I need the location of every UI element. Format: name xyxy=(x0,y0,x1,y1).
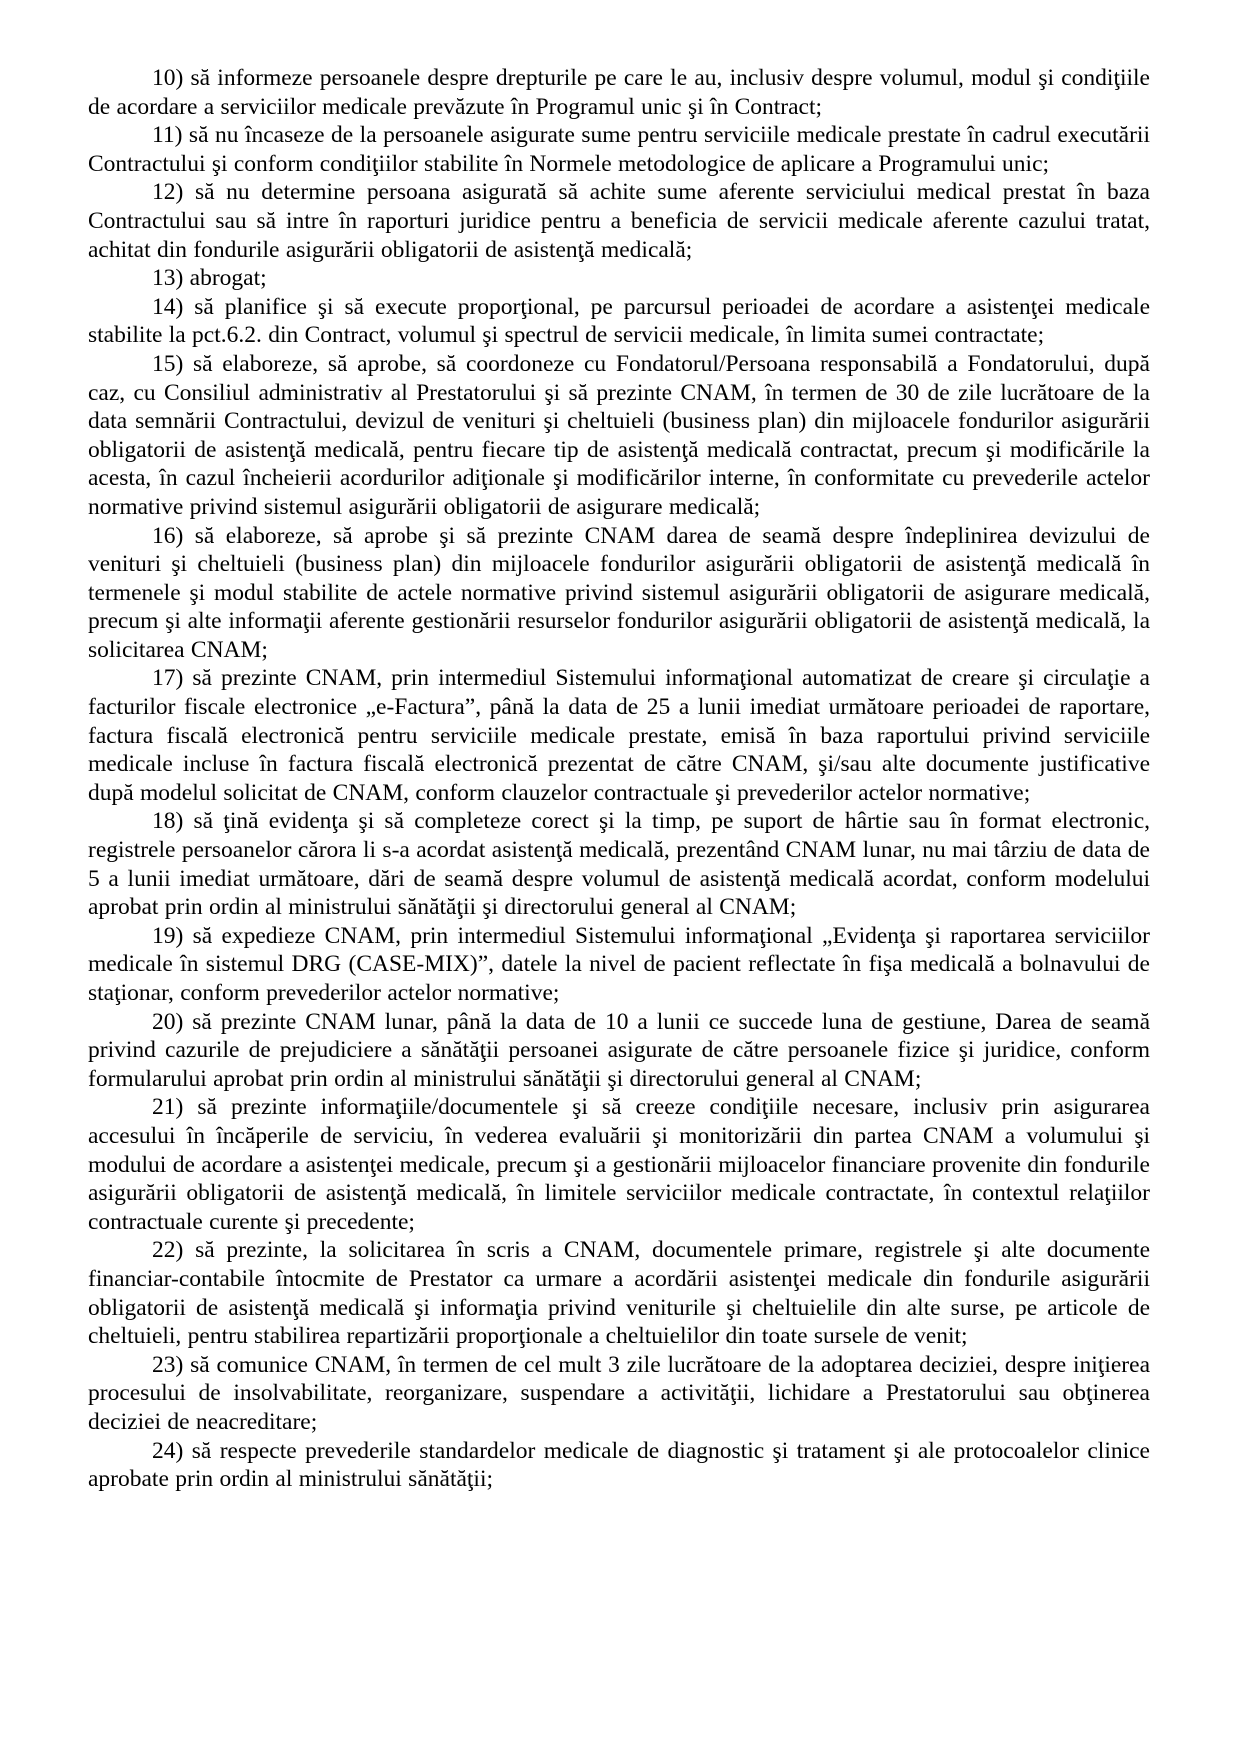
paragraph-item-20: 20) să prezinte CNAM lunar, până la data de 10 a lunii ce succede luna de gestiune, Darea de seamă privind cazurile de prejudiciere a sănătăţii persoanei asigurate de către persoanele fizice şi juridice, conform formularului aprobat prin ordin al ministrului sănătăţii şi directorului general al CNAM; xyxy=(88,1008,1150,1092)
paragraph-item-11: 11) să nu încaseze de la persoanele asigurate sume pentru serviciile medicale prestate în cadrul executării Contractului şi conform condiţiilor stabilite în Normele metodologice de aplicare a Programului unic; xyxy=(88,122,1150,177)
paragraph-item-15: 15) să elaboreze, să aprobe, să coordoneze cu Fondatorul/Persoana responsabilă a Fondatorului, după caz, cu Consiliul administrativ al Prestatorului şi să prezinte CNAM, în termen de 30 de zile lucrătoare de la data semnării Contractului, devizul de venituri şi cheltuieli (business plan) din mijloacele fondurilor asigurării obligatorii de asistenţă medicală, pentru fiecare tip de asistenţă medicală contractat, precum şi modificările la acesta, în cazul încheierii acordurilor adiţionale şi modificărilor interne, în conformitate cu prevederile actelor normative privind sistemul asigurării obligatorii de asigurare medicală; xyxy=(88,350,1150,520)
paragraph-item-21: 21) să prezinte informaţiile/documentele şi să creeze condiţiile necesare, inclusiv prin asigurarea accesului în încăperile de serviciu, în vederea evaluării şi monitorizării din partea CNAM a volumului şi modului de acordare a asistenţei medicale, precum şi a gestionării mijloacelor financiare provenite din fondurile asigurării obligatorii de asistenţă medicală, în limitele serviciilor medicale contractate, în contextul relaţiilor contractuale curente şi precedente; xyxy=(88,1094,1150,1235)
paragraph-item-17: 17) să prezinte CNAM, prin intermediul Sistemului informaţional automatizat de creare şi circulaţie a facturilor fiscale electronice „e-Factura”, până la data de 25 a lunii imediat următoare perioadei de raportare, factura fiscală electronică pentru serviciile medicale prestate, emisă în baza raportului privind serviciile medicale incluse în factura fiscală electronică prezentat de către CNAM, şi/sau alte documente justificative după modelul solicitat de CNAM, conform clauzelor contractuale şi prevederilor actelor normative; xyxy=(88,665,1150,806)
paragraph-item-24: 24) să respecte prevederile standardelor medicale de diagnostic şi tratament şi ale protocoalelor clinice aprobate prin ordin al ministrului sănătăţii; xyxy=(88,1437,1150,1493)
paragraph-item-14: 14) să planifice şi să execute proporţional, pe parcursul perioadei de acordare a asistenţei medicale stabilite la pct.6.2. din Contract, volumul şi spectrul de servicii medicale, în limita sumei contractate; xyxy=(88,293,1150,349)
paragraph-item-23: 23) să comunice CNAM, în termen de cel mult 3 zile lucrătoare de la adoptarea deciziei, despre iniţierea procesului de insolvabilitate, reorganizare, suspendare a activităţii, lichidare a Prestatorului sau obţinerea deciziei de neacreditare; xyxy=(88,1351,1150,1435)
paragraph-item-13: 13) abrogat; xyxy=(152,265,267,292)
paragraph-item-19: 19) să expedieze CNAM, prin intermediul Sistemului informaţional „Evidenţa şi raportarea serviciilor medicale în sistemul DRG (CASE-MIX)”, datele la nivel de pacient reflectate în fişa medicală a bolnavului de staţionar, conform prevederilor actelor normative; xyxy=(88,922,1150,1006)
paragraph-item-12: 12) să nu determine persoana asigurată să achite sume aferente serviciului medical prestat în baza Contractului sau să intre în raporturi juridice pentru a beneficia de servicii medicale aferente cazului tratat, achitat din fondurile asigurării obligatorii de asistenţă medicală; xyxy=(88,179,1150,263)
paragraph-item-16: 16) să elaboreze, să aprobe şi să prezinte CNAM darea de seamă despre îndeplinirea devizului de venituri şi cheltuieli (business plan) din mijloacele fondurilor asigurării obligatorii de asistenţă medicală în termenele şi modul stabilite de actele normative privind sistemul asigurării obligatorii de asigurare medicală, precum şi alte informaţii aferente gestionării resurselor fondurilor asigurării obligatorii de asistenţă medicală, la solicitarea CNAM; xyxy=(88,522,1150,663)
paragraph-item-18: 18) să ţină evidenţa şi să completeze corect şi la timp, pe suport de hârtie sau în format electronic, registrele persoanelor cărora li s-a acordat asistenţă medicală, prezentând CNAM lunar, nu mai târziu de data de 5 a lunii imediat următoare, dări de seamă despre volumul de asistenţă medicală acordat, conform modelului aprobat prin ordin al ministrului sănătăţii şi directorului general al CNAM; xyxy=(88,808,1150,921)
paragraph-item-10: 10) să informeze persoanele despre drepturile pe care le au, inclusiv despre volumul, modul şi condiţiile de acordare a serviciilor medicale prevăzute în Programul unic şi în Contract; xyxy=(88,65,1150,120)
paragraph-item-22: 22) să prezinte, la solicitarea în scris a CNAM, documentele primare, registrele şi alte documente financiar-contabile întocmite de Prestator ca urmare a acordării asistenţei medicale din fondurile asigurării obligatorii de asistenţă medicală şi informaţia privind veniturile şi cheltuielile din alte surse, pe articole de cheltuieli, pentru stabilirea repartizării proporţionale a cheltuielilor din toate sursele de venit; xyxy=(88,1237,1150,1350)
